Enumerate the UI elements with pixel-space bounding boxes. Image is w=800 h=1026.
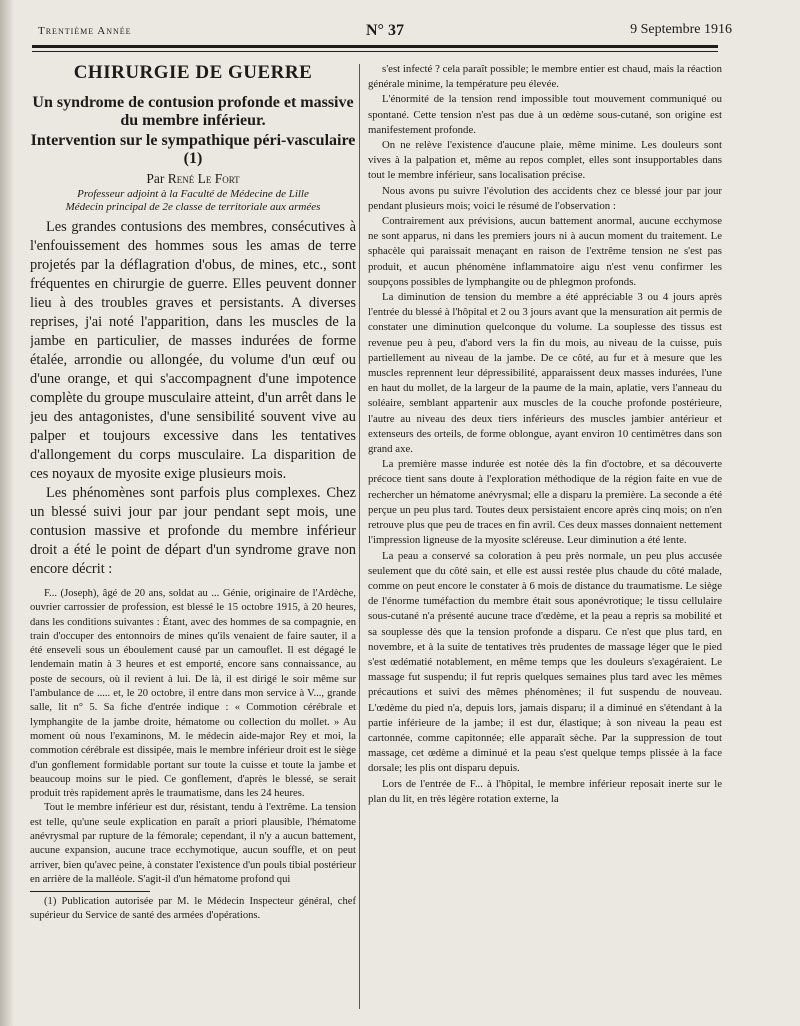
volume-year: Trentième Année	[38, 25, 132, 37]
issue-number: N° 37	[366, 22, 404, 39]
byline-prefix: Par	[146, 171, 168, 186]
intro-paragraph: Les phénomènes sont parfois plus complexes. Chez un blessé suivi jour par jour pendant sept mois, une contusion massive et profonde du membre inférieur droit a été le point de départ d'un syndrome grave non encore décrit :	[30, 485, 356, 577]
page-spine-shadow	[0, 0, 14, 1026]
author-name: René Le Fort	[167, 171, 240, 186]
case-report	[30, 587, 356, 887]
left-column	[30, 62, 356, 1012]
footnote: (1) Publication autorisée par M. le Médecin Inspecteur général, chef supérieur du Service de santé des armées d'opérations.	[30, 896, 356, 921]
body-paragraph: La peau a conservé sa coloration à peu près normale, un peu plus accusée seulement que du côté sain, et elle est aussi restée plus chaude du côté malade, comme on peut encore le constater à 6 mois de distance du traumatisme. Le siège de l'énorme tuméfaction du membre était sous aponévrotique; le tissu cellulaire sous-cutané n'a présenté aucune trace d'œdème, et la peau a repris sa mobilité et sa souplesse dès que la tension profonde a disparu. Ce n'est que plus tard, en novembre, et à la suite de tentatives très prudentes de massage léger que le pied s'est œdématié notablement, en même temps que les douleurs s'exagéraient. Le massage fut suspendu; il fut repris quelques semaines plus tard avec les mêmes précautions et suivi des mêmes phénomènes; il fut suspendu de nouveau. L'œdème du pied n'a, depuis lors, jamais disparu; il a diminué en s'étendant à la partie inférieure de la jambe; il est dur, élastique; à son niveau la peau est cartonnée, comme capitonnée; elle apparaît sèche. Par la suppression de tout massage, cet œdème a diminué et la peau s'est quelque temps plissée à la face dorsale; les plis ont disparu depuis.	[368, 549, 722, 775]
body-paragraph: Nous avons pu suivre l'évolution des accidents chez ce blessé jour par jour pendant plusieurs mois; voici le résumé de l'observation :	[368, 184, 722, 212]
issue-date: 9 Septembre 1916	[630, 22, 732, 37]
body-paragraph: Lors de l'entrée de F... à l'hôpital, le membre inférieur reposait inerte sur le plan du lit, en très légère rotation externe, la	[368, 777, 722, 805]
affiliation-line-1: Professeur adjoint à la Faculté de Médecine de Lille	[77, 188, 309, 200]
header-rule-thin	[32, 51, 718, 52]
body-paragraph: Contrairement aux prévisions, aucun battement anormal, aucune ecchymose ne sont apparus, ni dans les premiers jours ni à aucun moment du traitement. Le sphacèle qui paraissait menaçant en raison de l'extrême tension ne s'est pas produit, et aucun phénomène inflammatoire aigu n'est venu confirmer les soupçons possibles de lymphangite ou de phlegmon profonds.	[368, 215, 722, 288]
column-divider	[359, 64, 360, 1009]
case-paragraph: Tout le membre inférieur est dur, résistant, tendu à l'extrême. La tension est telle, qu'une seule explication en paraît a priori plausible, l'hématome anévrysmal par rupture de la fémorale; cependant, il n'y a aucun battement, aucune expansion, aucune trace ecchymotique, aucun souffle, et on peut arriver, bien qu'avec peine, à constater l'existence d'un pouls tibial postérieur en arrière de la malléole. S'agit-il d'un hématome profond qui	[30, 802, 356, 885]
section-title: CHIRURGIE DE GUERRE	[73, 62, 313, 83]
article-subtitle: Intervention sur le sympathique péri-vasculaire (1)	[30, 132, 356, 167]
header-rule-thick	[32, 45, 718, 48]
byline	[30, 171, 356, 187]
intro-paragraph: Les grandes contusions des membres, consécutives à l'enfouissement des hommes sous les amas de terre projetés par la déflagration d'obus, de mines, etc., sont fréquentes en chirurgie de guerre. Elles peuvent donner lieu à des troubles graves et persistants. A diverses reprises, j'ai noté l'apparition, dans les muscles de la jambe en particulier, de masses indurées de forme étalée, arrondie ou allongée, du volume d'un œuf ou d'une orange, et qui s'accompagnent d'une impotence complète du groupe musculaire atteint, d'un arrêt dans le jeu des antagonistes, d'une sensibilité souvent vive au palper et toujours excessive dans les tentatives d'allongement du corps musculaire. La disparition de ces noyaux de myosite exige plusieurs mois.	[30, 219, 356, 482]
author-affiliation	[30, 188, 356, 214]
right-column	[368, 62, 722, 1012]
affiliation-line-2: Médecin principal de 2e classe de territoriale aux armées	[65, 201, 321, 213]
running-header	[28, 22, 730, 44]
article-title: Un syndrome de contusion profonde et massive du membre inférieur.	[32, 94, 354, 129]
footnote-rule	[30, 891, 150, 892]
body-paragraph: La première masse indurée est notée dès la fin d'octobre, et sa découverte précoce tient sans doute à l'exploration méthodique de la région faite en vue de rechercher un hématome anévrysmal; elle a disparu la première. La seconde a été perçue un peu plus tard. Toutes deux persistaient encore après cinq mois; on n'en retrouve plus que peu de traces en fin avril. Ces deux masses donnaient nettement l'impression ligneuse de la myosite scléreuse. Leur diminution a été lente.	[368, 458, 722, 547]
introduction	[30, 218, 356, 579]
body-paragraph: s'est infecté ? cela paraît possible; le membre entier est chaud, mais la réaction générale minime, la température peu élevée.	[368, 63, 722, 91]
body-paragraph: La diminution de tension du membre a été appréciable 3 ou 4 jours après l'entrée du blessé à l'hôpital et 2 ou 3 jours avant que la mensuration ait permis de constater une diminution quelconque du volume. La souplesse des tissus est revenue peu à peu, d'abord vers la fin du mois, au niveau de la cuisse, puis partiellement au niveau de la jambe. De ce côté, au fur et à mesure que les muscles reprennent leur dépressibilité, apparaissent deux masses indurées, l'une en haut du mollet, de la largeur de la paume de la main, aplatie, vers l'anneau du soléaire, semblant appartenir aux muscles de la couche profonde postérieure, l'autre au niveau des deux tiers inférieurs des muscles jambier antérieur et extenseurs des orteils, de forme oblongue, ayant environ 10 centimètres dans son grand axe.	[368, 291, 722, 456]
body-paragraph: On ne relève l'existence d'aucune plaie, même minime. Les douleurs sont vives à la palpation et, même au repos complet, elles sont insupportables dans tout le membre inférieur, sans localisation précise.	[368, 139, 722, 182]
body-paragraph: L'énormité de la tension rend impossible tout mouvement communiqué ou spontané. Cette tension n'est pas due à un œdème sous-cutané, son origine est manifestement profonde.	[368, 93, 722, 136]
case-paragraph: F... (Joseph), âgé de 20 ans, soldat au ... Génie, originaire de l'Ardèche, ouvrier carrossier de profession, est blessé le 15 octobre 1915, à 20 heures, dans les conditions suivantes : Étant, avec des hommes de sa compagnie, en train d'occuper des entonnoirs de mines qu'ils venaient de faire sauter, il a été enseveli sous un éboulement causé par un camouflet. Il est dégagé le lendemain matin à 3 heures et est emporté, encore sans connaissance, au poste de secours, où il revient à lui. De là, il est dirigé le soir même sur l'ambulance de ..... et, le 20 octobre, il entre dans mon service à V..., grande salle, lit n° 5. Sa fiche d'entrée indique : « Commotion cérébrale et lymphangite de la jambe droite, hématome ou collection du mollet. » Au moment où nous l'examinons, M. le médecin aide-major Rey et moi, la commotion cérébrale est dissipée, mais le membre inférieur droit est le siège d'un gonflement formidable portant sur toute la cuisse et toute la jambe et beaucoup moins sur le pied. Ce gonflement, d'après le blessé, se serait produit très rapidement après le traumatisme, dans les 24 heures.	[30, 588, 356, 800]
